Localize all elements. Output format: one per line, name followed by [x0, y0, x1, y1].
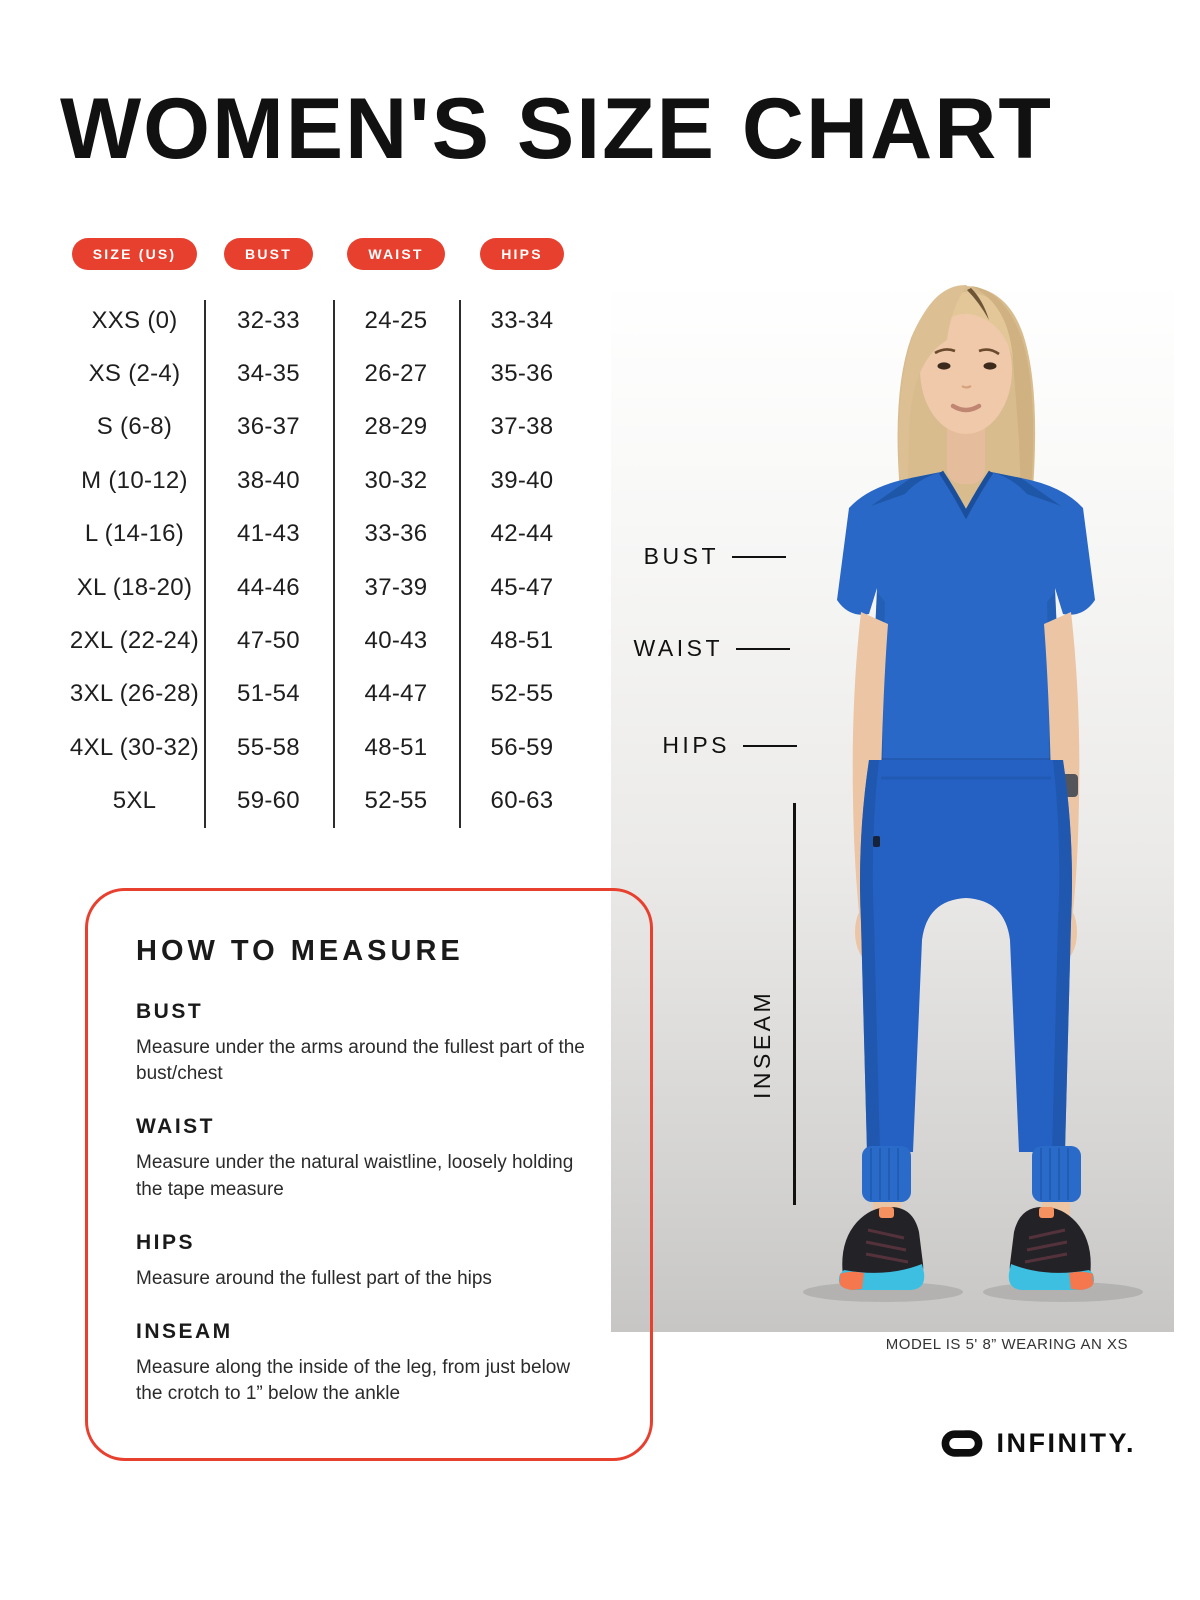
size-cell: L (14-16)	[84, 520, 185, 548]
size-cell: XXS (0)	[91, 306, 178, 334]
bust-cell: 34-35	[237, 360, 300, 388]
hips-cell: 52-55	[490, 680, 554, 708]
bust-cell: 36-37	[237, 413, 300, 441]
model-photo-illustration	[611, 280, 1174, 1327]
figure-label-bust-text: BUST	[643, 543, 719, 569]
waist-cell: 48-51	[364, 733, 428, 761]
brand-logo	[940, 1428, 1136, 1459]
waist-pointer-line	[736, 648, 790, 650]
infinity-logo-icon	[940, 1429, 984, 1458]
scrub-pants	[860, 760, 1072, 1152]
pants-pocket-logo	[873, 836, 880, 847]
hips-cell: 48-51	[490, 627, 554, 655]
column-divider	[459, 300, 461, 828]
waist-cell: 40-43	[364, 627, 428, 655]
hips-pointer-line	[743, 745, 797, 747]
page-title: WOMEN'S SIZE CHART	[60, 81, 1053, 177]
measure-section-text: Measure along the inside of the leg, from just below the crotch to 1” below the ankle	[136, 1357, 571, 1405]
hips-cell: 45-47	[490, 573, 554, 601]
bust-cell: 55-58	[237, 733, 300, 761]
column-divider	[204, 300, 206, 828]
size-table-header	[65, 238, 585, 270]
size-table	[65, 294, 585, 828]
header-pill-waist: WAIST	[347, 238, 444, 270]
brand-logo-wordmark: INFINITY.	[996, 1428, 1136, 1458]
size-cell: 4XL (30-32)	[69, 733, 200, 761]
hips-cell: 33-34	[490, 306, 554, 334]
measure-section-bust	[136, 1000, 591, 1087]
measure-section-label: INSEAM	[136, 1320, 233, 1344]
sneaker	[1009, 1207, 1094, 1290]
figure-label-bust	[644, 543, 786, 570]
hips-cell: 39-40	[490, 466, 554, 494]
figure-label-hips-text: HIPS	[662, 732, 730, 758]
model-photo	[611, 280, 1174, 1332]
waist-cell: 26-27	[364, 360, 428, 388]
bust-cell: 32-33	[237, 306, 300, 334]
size-cell: M (10-12)	[81, 466, 188, 494]
bust-cell: 59-60	[237, 787, 300, 815]
figure-label-waist	[634, 635, 790, 662]
column-divider	[333, 300, 335, 828]
measure-section-inseam	[136, 1320, 591, 1407]
size-cell: 3XL (26-28)	[69, 680, 200, 708]
how-to-measure-box	[85, 888, 653, 1461]
waist-cell: 24-25	[364, 306, 428, 334]
figure-label-inseam: INSEAM	[749, 989, 775, 1099]
waist-cell: 52-55	[364, 787, 428, 815]
size-cell: 2XL (22-24)	[69, 627, 200, 655]
bust-cell: 47-50	[237, 627, 300, 655]
header-pill-hips: HIPS	[480, 238, 563, 270]
size-cell: XL (18-20)	[76, 573, 193, 601]
bust-cell: 44-46	[237, 573, 300, 601]
measure-section-label: WAIST	[136, 1115, 215, 1139]
bust-cell: 38-40	[237, 466, 300, 494]
how-to-measure-title: HOW TO MEASURE	[136, 935, 464, 967]
jogger-cuffs	[862, 1146, 1081, 1202]
header-pill-bust: BUST	[224, 238, 313, 270]
measure-section-text: Measure under the arms around the fullest part of the bust/chest	[136, 1037, 585, 1085]
waist-cell: 44-47	[364, 680, 428, 708]
measure-section-text: Measure around the fullest part of the hips	[136, 1267, 492, 1289]
size-cell: 5XL	[112, 787, 157, 815]
sneaker	[839, 1207, 924, 1290]
waist-cell: 28-29	[364, 413, 428, 441]
hips-cell: 42-44	[490, 520, 554, 548]
bust-cell: 41-43	[237, 520, 300, 548]
bust-pointer-line	[732, 556, 786, 558]
bust-cell: 51-54	[237, 680, 300, 708]
measure-section-text: Measure under the natural waistline, loosely holding the tape measure	[136, 1152, 574, 1200]
measure-section-waist	[136, 1115, 591, 1202]
hips-cell: 56-59	[490, 733, 554, 761]
size-cell: S (6-8)	[96, 413, 173, 441]
waist-cell: 30-32	[364, 466, 428, 494]
waist-cell: 37-39	[364, 573, 428, 601]
hips-cell: 35-36	[490, 360, 554, 388]
figure-label-hips	[662, 732, 797, 759]
hips-cell: 37-38	[490, 413, 554, 441]
measure-section-label: BUST	[136, 1000, 204, 1023]
model-caption: MODEL IS 5' 8” WEARING AN XS	[885, 1336, 1128, 1353]
size-cell: XS (2-4)	[88, 360, 181, 388]
measure-section-hips	[136, 1231, 591, 1292]
header-pill-size: SIZE (US)	[72, 238, 198, 270]
hips-cell: 60-63	[490, 787, 554, 815]
waist-cell: 33-36	[364, 520, 428, 548]
measure-section-label: HIPS	[136, 1230, 196, 1254]
inseam-measure-line	[793, 803, 796, 1205]
figure-label-waist-text: WAIST	[633, 635, 723, 661]
